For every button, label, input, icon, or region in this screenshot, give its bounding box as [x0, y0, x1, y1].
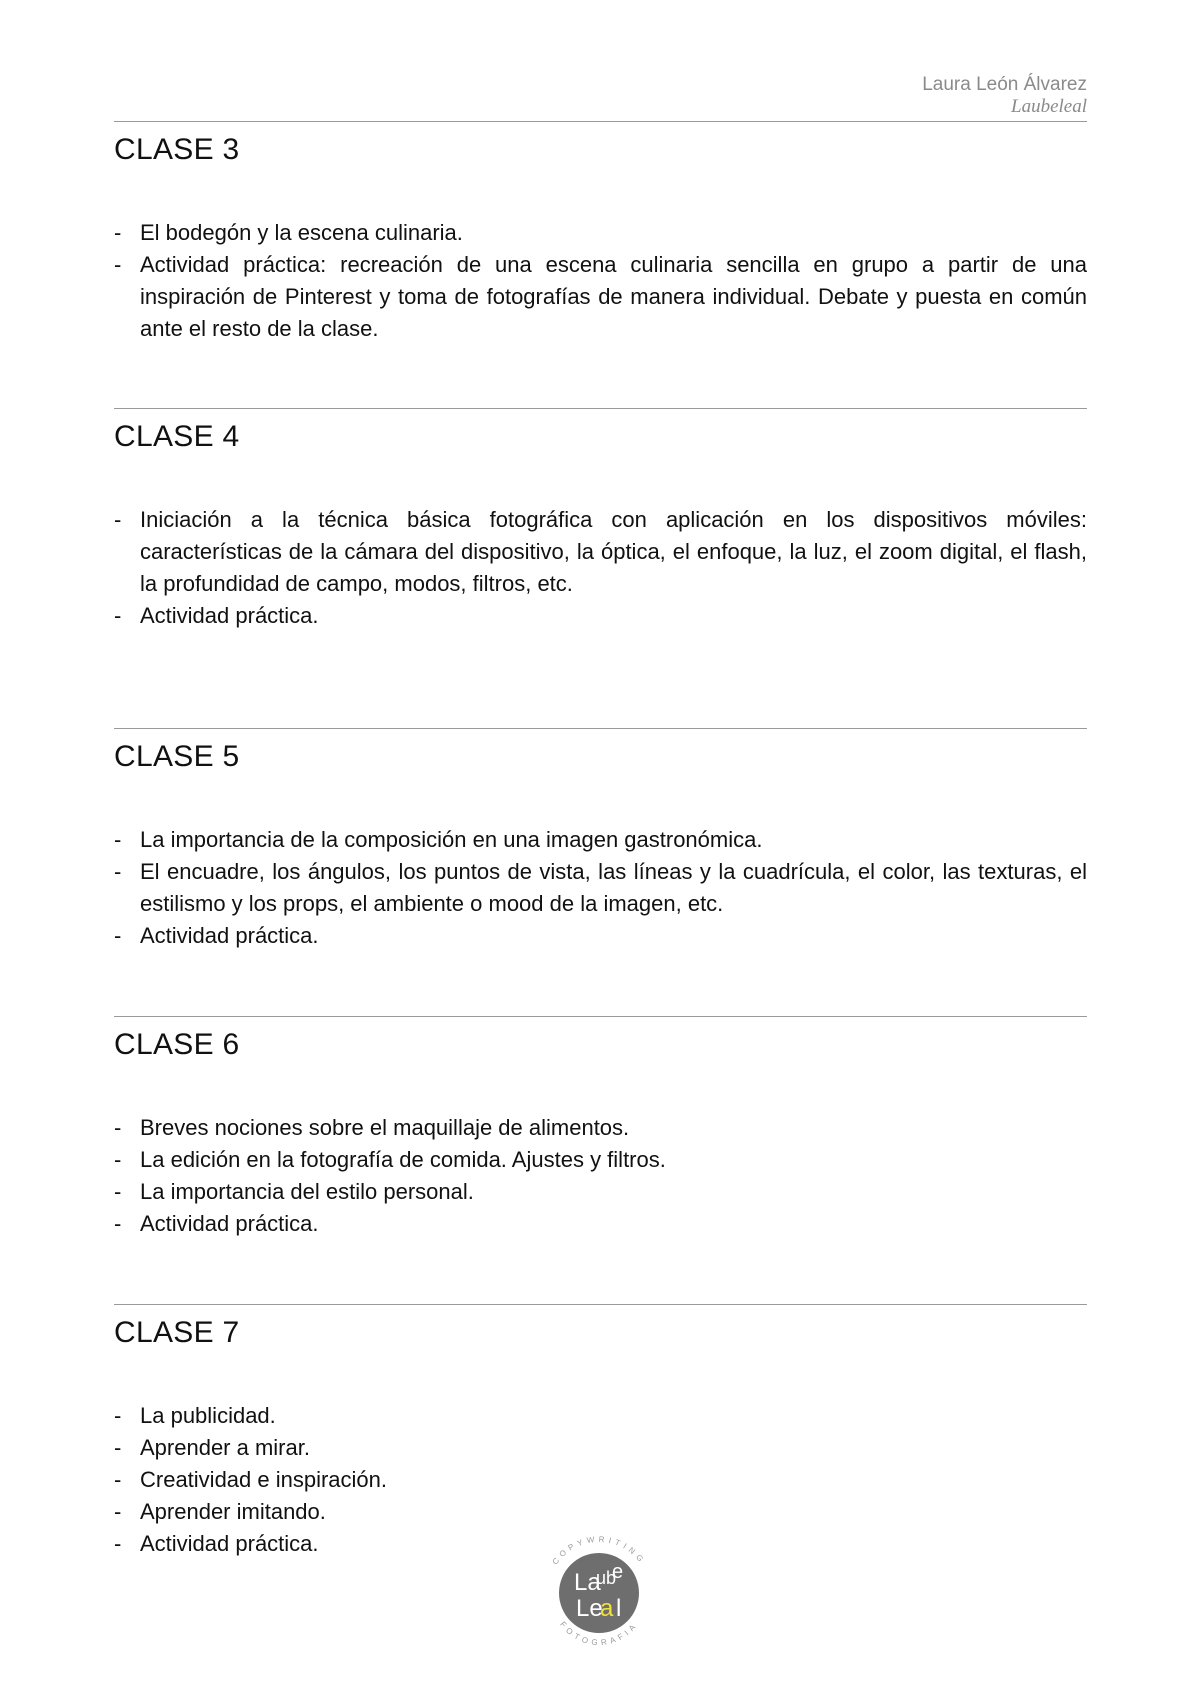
bullet-dash: - [114, 1147, 122, 1172]
list-item-text: El encuadre, los ángulos, los puntos de vista, las líneas y la cuadrícula, el color, las texturas, el estilismo y los props, el ambiente o mood de la imagen, etc. [140, 859, 1087, 916]
list-item-text: Actividad práctica: recreación de una escena culinaria sencilla en grupo a partir de una inspiración de Pinterest y toma de fotografías de manera individual. Debate y puesta en común ante el resto de la clase. [140, 252, 1087, 341]
svg-text:La: La [574, 1569, 601, 1596]
page-header [922, 74, 1087, 118]
section-divider [114, 121, 1087, 122]
section-clase-4 [114, 420, 1087, 632]
list-item-text: Breves nociones sobre el maquillaje de alimentos. [140, 1115, 630, 1140]
item-list [114, 1112, 1087, 1240]
section-divider [114, 1016, 1087, 1017]
section-title: CLASE 6 [114, 1028, 240, 1061]
section-clase-6 [114, 1028, 1087, 1240]
bullet-dash: - [114, 252, 122, 277]
section-clase-5 [114, 740, 1087, 952]
section-divider [114, 408, 1087, 409]
brand-name: Laubeleal [1011, 95, 1087, 117]
list-item-text: Aprender a mirar. [140, 1435, 310, 1460]
bullet-dash: - [114, 507, 122, 532]
logo-ring-bottom-text: FOTOGRAFIA [558, 1619, 640, 1648]
section-clase-3 [114, 133, 1087, 345]
section-title: CLASE 5 [114, 740, 240, 773]
svg-text:ub: ub [596, 1568, 617, 1588]
list-item [114, 1208, 1087, 1240]
list-item [114, 1464, 1087, 1496]
list-item-text: La importancia del estilo personal. [140, 1179, 474, 1204]
bullet-dash: - [114, 923, 122, 948]
list-item [114, 824, 1087, 856]
svg-text:l: l [616, 1595, 622, 1622]
list-item-text: Aprender imitando. [140, 1499, 326, 1524]
bullet-dash: - [114, 859, 122, 884]
list-item [114, 1432, 1087, 1464]
bullet-dash: - [114, 1403, 122, 1428]
logo-ring-top-text: COPYWRITING [550, 1534, 648, 1567]
list-item-text: Actividad práctica. [140, 1211, 319, 1236]
bullet-dash: - [114, 1499, 122, 1524]
list-item-text: Iniciación a la técnica básica fotográfica con aplicación en los dispositivos móviles: características de la cámara del dispositivo, la óptica, el enfoque, la luz, el zoom digital, el flash, la profundidad de campo, modos, filtros, etc. [140, 507, 1087, 596]
section-clase-7 [114, 1316, 1087, 1560]
bullet-dash: - [114, 1211, 122, 1236]
svg-text:Le: Le [576, 1595, 603, 1622]
bullet-dash: - [114, 220, 122, 245]
list-item [114, 920, 1087, 952]
list-item [114, 1400, 1087, 1432]
author-name: Laura León Álvarez [922, 74, 1087, 95]
section-title: CLASE 4 [114, 420, 240, 453]
list-item-text: La edición en la fotografía de comida. Ajustes y filtros. [140, 1147, 666, 1172]
list-item-text: El bodegón y la escena culinaria. [140, 220, 463, 245]
bullet-dash: - [114, 1435, 122, 1460]
svg-text:e: e [612, 1561, 624, 1583]
item-list [114, 824, 1087, 952]
bullet-dash: - [114, 603, 122, 628]
list-item-text: La importancia de la composición en una imagen gastronómica. [140, 827, 763, 852]
list-item [114, 1496, 1087, 1528]
item-list [114, 217, 1087, 345]
list-item [114, 1176, 1087, 1208]
section-divider [114, 728, 1087, 729]
item-list [114, 504, 1087, 632]
list-item-text: Creatividad e inspiración. [140, 1467, 388, 1492]
list-item-text: Actividad práctica. [140, 923, 319, 948]
list-item [114, 217, 1087, 249]
bullet-dash: - [114, 1115, 122, 1140]
laubeleal-logo [534, 1528, 664, 1658]
list-item [114, 1112, 1087, 1144]
list-item-text: Actividad práctica. [140, 1531, 319, 1556]
list-item-text: Actividad práctica. [140, 603, 319, 628]
list-item [114, 504, 1087, 600]
list-item-text: La publicidad. [140, 1403, 276, 1428]
bullet-dash: - [114, 1179, 122, 1204]
list-item [114, 856, 1087, 920]
bullet-dash: - [114, 827, 122, 852]
list-item [114, 600, 1087, 632]
section-title: CLASE 3 [114, 133, 240, 166]
bullet-dash: - [114, 1467, 122, 1492]
bullet-dash: - [114, 1531, 122, 1556]
list-item [114, 1144, 1087, 1176]
svg-text:a: a [600, 1595, 614, 1622]
section-title: CLASE 7 [114, 1316, 240, 1349]
list-item [114, 249, 1087, 345]
section-divider [114, 1304, 1087, 1305]
